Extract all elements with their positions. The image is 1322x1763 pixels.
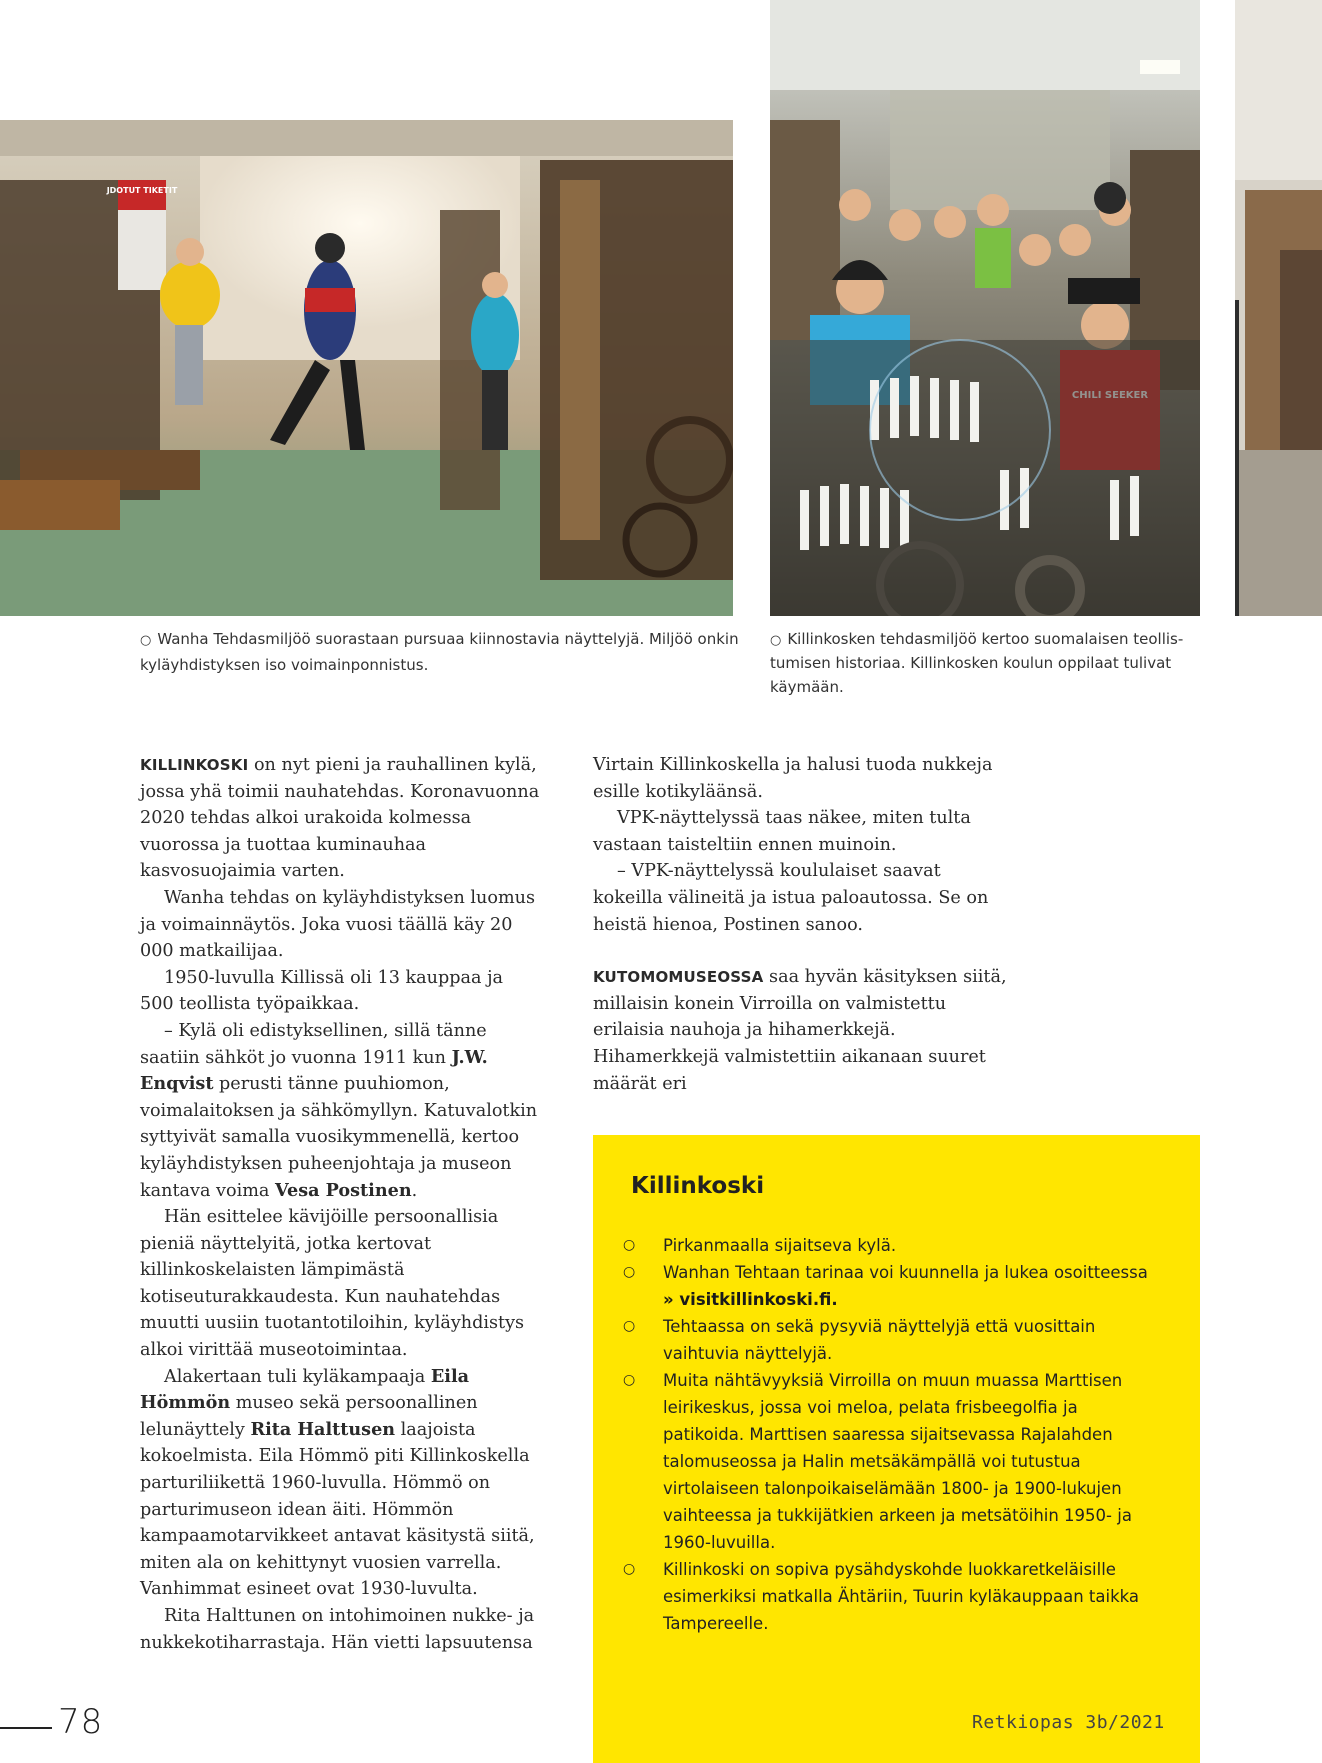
list-item	[623, 1313, 1163, 1367]
paragraph	[593, 964, 1013, 1097]
article-column-right	[593, 752, 1013, 1097]
paragraph: Rita Halttunen on intohimoinen nukke- ja nukkekotiharrastaja. Hän vietti lapsuutensa	[140, 1606, 535, 1653]
paragraph	[140, 752, 540, 885]
caption-mid-text: tumisen historiaa. Killinkosken koulun oppilaat tulivat käymään.	[770, 654, 1172, 696]
paragraph-text: on nyt pieni ja rauhallinen kylä, jossa yhä toimii nauhatehdas. Koronavuonna 2020 tehdas alkoi urakoida kolmessa vuorossa ja tuottaa kuminauhaa kasvosuojaimia varten.	[140, 755, 540, 882]
bullet-icon: ○	[623, 1264, 636, 1280]
paragraph-text: Alakertaan tuli kyläkampaaja	[164, 1366, 431, 1387]
paragraph: VPK-näyttelyssä taas näkee, miten tulta vastaan taisteltiin ennen muinoin.	[593, 808, 971, 855]
caption-mid	[770, 630, 1190, 699]
paragraph: – VPK-näyttelyssä koululaiset saavat kokeilla välineitä ja istua paloautossa. Se on heistä hienoa, Postinen sanoo.	[593, 861, 989, 935]
paragraph-text: – Kylä oli edistyksellinen, sillä tänne saatiin sähköt jo vuonna 1911 kun	[140, 1020, 487, 1068]
magazine-issue: Retkiopas 3b/2021	[972, 1712, 1165, 1733]
list-item-text: Tehtaassa on sekä pysyviä näyttelyjä että vuosittain vaihtuvia näyttelyjä.	[663, 1317, 1096, 1363]
person-name: J.W. Enqvist	[140, 1046, 488, 1095]
paragraph	[140, 1018, 540, 1204]
page-number: 78	[58, 1702, 104, 1742]
bullet-icon: ○	[623, 1561, 636, 1577]
list-item	[623, 1556, 1163, 1637]
list-item	[623, 1259, 1163, 1313]
photo-factory-floor	[0, 120, 733, 616]
sign-text: JDOTUT TIKETIT	[106, 186, 178, 195]
paragraph-text: perusti tänne puuhiomon, voimalaitoksen ja sähkömyllyn. Katuvalotkin syttyivät samalla vuosikymmenellä, kertoo kyläyhdistyksen puheenjohtaja ja museon kantava voima	[140, 1074, 538, 1201]
list-item-text: Wanhan Tehtaan tarinaa voi kuunnella ja lukea osoitteessa	[663, 1263, 1148, 1282]
paragraph: Virtain Killinkoskella ja halusi tuoda nukkeja esille kotikyläänsä.	[593, 755, 993, 802]
photo-museum-room	[1235, 0, 1322, 616]
paragraph: Hän esittelee kävijöille persoonallisia pieniä näyttelyitä, jotka kertovat killinkoskelaisten lämpimästä kotiseuturakkaudesta. Kun nauhatehdas muutti uusiin tuotantotiloihin, kyläyhdistys alkoi virittää museotoimintaa.	[140, 1207, 525, 1361]
paragraph: 1950-luvulla Killissä oli 13 kauppaa ja 500 teollista työpaikkaa.	[140, 967, 504, 1015]
paragraph: Wanha tehdas on kyläyhdistyksen luomus ja voimainnäytös. Joka vuosi täällä käy 20 000 matkailijaa.	[140, 887, 536, 962]
caption-left	[140, 627, 740, 677]
list-item-text: Muita nähtävyyksiä Virroilla on muun muassa Marttisen leirikeskus, jossa voi meloa, pelata frisbeegolfia ja patikoida. Marttisen saaressa sijaitsevassa Rajalahden talomuseossa ja Halin metsäkämpällä voi tutustua virtolaiseen talonpoikaiselämään 1800- ja 1900-lukujen vaihteessa ja tukkijätkien arkeen ja metsätöihin 1950- ja 1960-luvuilla.	[663, 1371, 1132, 1552]
caption-mid-line1: Killinkosken tehdasmiljöö kertoo suomalaisen teollis-	[787, 630, 1184, 648]
kicker: KILLINKOSKI	[140, 756, 249, 774]
bullet-icon: ○	[623, 1237, 636, 1253]
website-link[interactable]: » visitkillinkoski.fi.	[663, 1290, 838, 1309]
person-name: Vesa Postinen	[275, 1179, 412, 1201]
article-column-left	[140, 752, 540, 1656]
photo-school-children	[770, 0, 1200, 616]
list-item	[623, 1367, 1163, 1556]
caption-left-text: Wanha Tehdasmiljöö suorastaan pursuaa kiinnostavia näyttelyjä. Miljöö onkin kyläyhdistyksen iso voimainponnistus.	[140, 630, 739, 674]
paragraph-text: .	[411, 1180, 418, 1201]
list-item	[623, 1232, 1163, 1259]
info-box-title: Killinkoski	[631, 1173, 765, 1199]
paragraph-gap	[593, 938, 1013, 964]
kicker: KUTOMOMUSEOSSA	[593, 968, 764, 987]
person-name: Eila Hömmön	[140, 1365, 470, 1414]
caption-bullet: ○	[140, 633, 152, 648]
list-item-text: Killinkoski on sopiva pysähdyskohde luokkaretkeläisille esimerkiksi matkalla Ähtäriin, Tuurin kyläkauppaan taikka Tampereelle.	[663, 1560, 1140, 1633]
list-item-text: Pirkanmaalla sijaitseva kylä.	[663, 1236, 897, 1255]
paragraph-text: museo sekä persoonallinen lelunäyttely	[140, 1393, 478, 1440]
info-box	[593, 1135, 1200, 1763]
footer-rule	[0, 1727, 52, 1729]
paragraph-text: saa hyvän käsityksen siitä, millaisin konein Virroilla on valmistettu erilaisia nauhoja ja hihamerkkejä. Hihamerkkejä valmistettiin aikanaan suuret määrät eri	[593, 967, 1007, 1094]
info-list	[623, 1232, 1163, 1637]
caption-bullet: ○	[770, 633, 782, 648]
bullet-icon: ○	[623, 1372, 636, 1388]
bullet-icon: ○	[623, 1318, 636, 1334]
person-name: Rita Halttusen	[250, 1418, 396, 1440]
caption-mid-first-line	[770, 627, 1183, 653]
paragraph	[140, 1364, 540, 1603]
paragraph-text: laajoista kokoelmista. Eila Hömmö piti Killinkoskella parturiliikettä 1960-luvulla. Hömmö on parturimuseon idean äiti. Hömmön kampaamotarvikkeet antavat käsitystä siitä, miten ala on kehittynyt vuosien varrella. Vanhimmat esineet ovat 1930-luvulta.	[140, 1419, 535, 1600]
